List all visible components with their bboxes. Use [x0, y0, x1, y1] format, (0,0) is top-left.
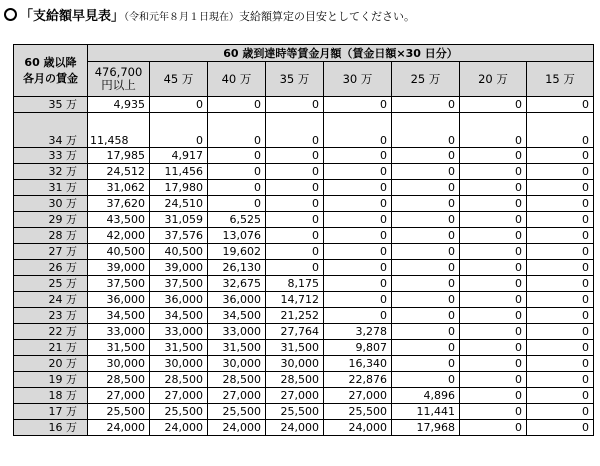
table-cell: 27,000 — [208, 388, 266, 404]
table-cell: 27,000 — [150, 388, 208, 404]
row-header-label-line1: 60 歳以降 — [24, 55, 77, 69]
table-cell: 0 — [527, 148, 594, 164]
table-cell: 22,876 — [324, 372, 392, 388]
table-cell: 0 — [266, 164, 324, 180]
table-cell: 42,000 — [88, 228, 150, 244]
circle-bullet-icon — [4, 8, 17, 21]
table-row — [14, 308, 594, 324]
row-header: 24 万 — [14, 292, 88, 308]
table-cell: 0 — [460, 148, 527, 164]
table-cell: 34,500 — [88, 308, 150, 324]
table-cell: 28,500 — [88, 372, 150, 388]
table-cell: 36,000 — [150, 292, 208, 308]
table-cell: 0 — [527, 340, 594, 356]
table-cell: 0 — [208, 148, 266, 164]
table-cell: 30,000 — [266, 356, 324, 372]
table-cell: 27,000 — [324, 388, 392, 404]
table-cell: 0 — [527, 113, 594, 148]
table-cell: 37,620 — [88, 196, 150, 212]
table-row — [14, 404, 594, 420]
table-cell: 37,500 — [150, 276, 208, 292]
table-cell: 0 — [392, 212, 460, 228]
table-cell: 16,340 — [324, 356, 392, 372]
table-cell: 0 — [392, 180, 460, 196]
table-cell: 0 — [324, 196, 392, 212]
table-cell: 0 — [392, 196, 460, 212]
table-cell: 17,968 — [392, 420, 460, 436]
table-cell: 11,456 — [150, 164, 208, 180]
table-cell: 0 — [460, 356, 527, 372]
row-header: 33 万 — [14, 148, 88, 164]
table-cell: 0 — [527, 164, 594, 180]
row-header-label-line2: 各月の賃金 — [23, 71, 78, 85]
table-cell: 27,000 — [266, 388, 324, 404]
table-cell: 32,675 — [208, 276, 266, 292]
table-cell: 0 — [460, 276, 527, 292]
table-row — [14, 372, 594, 388]
table-cell: 0 — [460, 196, 527, 212]
column-header: 25 万 — [392, 62, 460, 97]
table-cell: 0 — [527, 356, 594, 372]
table-cell: 13,076 — [208, 228, 266, 244]
table-cell: 0 — [324, 308, 392, 324]
table-cell: 0 — [150, 97, 208, 113]
row-header: 35 万 — [14, 97, 88, 113]
table-cell: 0 — [324, 276, 392, 292]
row-header-label — [14, 45, 88, 97]
table-cell: 27,000 — [88, 388, 150, 404]
table-cell: 0 — [266, 97, 324, 113]
column-header: 35 万 — [266, 62, 324, 97]
table-cell: 0 — [527, 260, 594, 276]
table-cell: 0 — [460, 97, 527, 113]
table-cell: 36,000 — [88, 292, 150, 308]
table-cell: 0 — [460, 372, 527, 388]
table-cell: 0 — [392, 260, 460, 276]
table-cell: 3,278 — [324, 324, 392, 340]
table-row — [14, 196, 594, 212]
table-cell: 28,500 — [150, 372, 208, 388]
table-cell: 0 — [460, 420, 527, 436]
table-cell: 24,000 — [208, 420, 266, 436]
table-row — [14, 420, 594, 436]
table-cell: 0 — [150, 113, 208, 148]
table-cell: 19,602 — [208, 244, 266, 260]
row-header: 18 万 — [14, 388, 88, 404]
table-row — [14, 228, 594, 244]
table-cell: 0 — [324, 292, 392, 308]
table-cell: 0 — [527, 372, 594, 388]
table-cell: 39,000 — [150, 260, 208, 276]
table-cell: 24,000 — [266, 420, 324, 436]
table-cell: 4,917 — [150, 148, 208, 164]
row-header: 27 万 — [14, 244, 88, 260]
table-cell: 36,000 — [208, 292, 266, 308]
table-cell: 30,000 — [88, 356, 150, 372]
table-cell: 9,807 — [324, 340, 392, 356]
table-row — [14, 148, 594, 164]
table-cell: 17,980 — [150, 180, 208, 196]
column-header: 20 万 — [460, 62, 527, 97]
table-cell: 0 — [392, 356, 460, 372]
row-header: 22 万 — [14, 324, 88, 340]
table-cell: 11,458 — [88, 113, 150, 148]
column-group-header: 60 歳到達時等賃金月額（賃金日額×30 日分） — [88, 45, 594, 62]
table-cell: 0 — [460, 228, 527, 244]
table-row — [14, 97, 594, 113]
page-description: 支給額算定の目安としてください。 — [239, 10, 416, 23]
table-row — [14, 292, 594, 308]
table-cell: 33,000 — [208, 324, 266, 340]
table-cell: 28,500 — [266, 372, 324, 388]
table-cell: 0 — [527, 308, 594, 324]
table-cell: 0 — [527, 276, 594, 292]
table-cell: 0 — [324, 260, 392, 276]
table-cell: 0 — [208, 97, 266, 113]
table-cell: 24,000 — [88, 420, 150, 436]
table-cell: 0 — [266, 113, 324, 148]
column-header: 15 万 — [527, 62, 594, 97]
table-cell: 43,500 — [88, 212, 150, 228]
row-header: 29 万 — [14, 212, 88, 228]
table-cell: 0 — [527, 196, 594, 212]
table-cell: 0 — [527, 212, 594, 228]
table-cell: 39,000 — [88, 260, 150, 276]
row-header: 23 万 — [14, 308, 88, 324]
table-cell: 0 — [324, 180, 392, 196]
table-cell: 31,500 — [150, 340, 208, 356]
row-header: 25 万 — [14, 276, 88, 292]
row-header: 30 万 — [14, 196, 88, 212]
row-header: 17 万 — [14, 404, 88, 420]
table-cell: 0 — [266, 228, 324, 244]
table-cell: 31,500 — [266, 340, 324, 356]
table-cell: 0 — [392, 292, 460, 308]
table-cell: 31,500 — [88, 340, 150, 356]
benefit-quick-reference-table — [13, 44, 594, 436]
table-cell: 0 — [392, 372, 460, 388]
table-cell: 0 — [208, 196, 266, 212]
page-heading — [4, 6, 596, 26]
table-cell: 24,000 — [150, 420, 208, 436]
table-cell: 34,500 — [150, 308, 208, 324]
table-cell: 0 — [392, 276, 460, 292]
row-header: 31 万 — [14, 180, 88, 196]
row-header: 28 万 — [14, 228, 88, 244]
table-cell: 0 — [460, 180, 527, 196]
table-row — [14, 212, 594, 228]
table-cell: 0 — [392, 164, 460, 180]
table-cell: 0 — [266, 244, 324, 260]
table-row — [14, 164, 594, 180]
table-cell: 0 — [324, 228, 392, 244]
table-cell: 0 — [460, 113, 527, 148]
table-cell: 24,510 — [150, 196, 208, 212]
table-cell: 31,059 — [150, 212, 208, 228]
table-row — [14, 340, 594, 356]
table-cell: 0 — [208, 180, 266, 196]
row-header: 32 万 — [14, 164, 88, 180]
table-cell: 31,062 — [88, 180, 150, 196]
table-cell: 37,576 — [150, 228, 208, 244]
table-cell: 0 — [392, 340, 460, 356]
table-cell: 0 — [324, 113, 392, 148]
table-cell: 30,000 — [208, 356, 266, 372]
table-cell: 25,500 — [324, 404, 392, 420]
table-cell: 0 — [460, 404, 527, 420]
table-cell: 40,500 — [150, 244, 208, 260]
table-cell: 21,252 — [266, 308, 324, 324]
table-cell: 0 — [460, 212, 527, 228]
table-cell: 0 — [527, 388, 594, 404]
column-header: 45 万 — [150, 62, 208, 97]
table-cell: 0 — [527, 228, 594, 244]
table-cell: 40,500 — [88, 244, 150, 260]
table-row — [14, 388, 594, 404]
row-header: 19 万 — [14, 372, 88, 388]
table-cell: 30,000 — [150, 356, 208, 372]
table-row — [14, 113, 594, 148]
table-cell: 0 — [392, 113, 460, 148]
table-cell: 0 — [527, 420, 594, 436]
table-cell: 6,525 — [208, 212, 266, 228]
table-cell: 0 — [266, 260, 324, 276]
table-row — [14, 356, 594, 372]
table-row — [14, 180, 594, 196]
table-cell: 8,175 — [266, 276, 324, 292]
table-cell: 0 — [324, 148, 392, 164]
table-cell: 0 — [460, 244, 527, 260]
table-cell: 0 — [527, 292, 594, 308]
table-cell: 0 — [266, 196, 324, 212]
table-cell: 33,000 — [88, 324, 150, 340]
table-cell: 25,500 — [88, 404, 150, 420]
table-cell: 25,500 — [208, 404, 266, 420]
table-cell: 0 — [266, 212, 324, 228]
table-cell: 24,512 — [88, 164, 150, 180]
table-cell: 0 — [527, 404, 594, 420]
table-cell: 0 — [460, 292, 527, 308]
table-cell: 0 — [460, 260, 527, 276]
table-cell: 14,712 — [266, 292, 324, 308]
row-header: 34 万 — [14, 113, 88, 148]
table-cell: 0 — [460, 388, 527, 404]
table-cell: 31,500 — [208, 340, 266, 356]
table-cell: 25,500 — [266, 404, 324, 420]
table-cell: 0 — [460, 340, 527, 356]
table-cell: 0 — [460, 164, 527, 180]
table-cell: 0 — [392, 308, 460, 324]
row-header: 26 万 — [14, 260, 88, 276]
table-cell: 0 — [324, 97, 392, 113]
table-cell: 4,935 — [88, 97, 150, 113]
table-cell: 0 — [460, 324, 527, 340]
column-header: 40 万 — [208, 62, 266, 97]
table-cell: 0 — [208, 113, 266, 148]
row-header: 21 万 — [14, 340, 88, 356]
row-header: 20 万 — [14, 356, 88, 372]
table-cell: 33,000 — [150, 324, 208, 340]
column-header: 476,700 円以上 — [88, 62, 150, 97]
page-title: 「支給額早見表」 — [20, 9, 125, 24]
table-cell: 0 — [527, 244, 594, 260]
table-row — [14, 260, 594, 276]
table-cell: 0 — [460, 308, 527, 324]
table-cell: 0 — [392, 148, 460, 164]
table-row — [14, 244, 594, 260]
date-note: （令和元年８月１日現在） — [124, 12, 240, 23]
table-cell: 0 — [266, 180, 324, 196]
table-cell: 24,000 — [324, 420, 392, 436]
table-cell: 0 — [392, 97, 460, 113]
table-cell: 0 — [392, 324, 460, 340]
table-cell: 0 — [324, 164, 392, 180]
table-cell: 0 — [324, 244, 392, 260]
table-cell: 0 — [392, 244, 460, 260]
table-cell: 34,500 — [208, 308, 266, 324]
table-cell: 28,500 — [208, 372, 266, 388]
table-cell: 0 — [324, 212, 392, 228]
table-row — [14, 276, 594, 292]
table-cell: 25,500 — [150, 404, 208, 420]
table-cell: 27,764 — [266, 324, 324, 340]
column-header: 30 万 — [324, 62, 392, 97]
table-cell: 0 — [527, 180, 594, 196]
row-header: 16 万 — [14, 420, 88, 436]
table-cell: 0 — [266, 148, 324, 164]
table-cell: 0 — [208, 164, 266, 180]
table-row — [14, 324, 594, 340]
table-cell: 17,985 — [88, 148, 150, 164]
table-cell: 0 — [392, 228, 460, 244]
table-cell: 4,896 — [392, 388, 460, 404]
table-cell: 26,130 — [208, 260, 266, 276]
table-cell: 0 — [527, 97, 594, 113]
table-cell: 0 — [527, 324, 594, 340]
table-cell: 11,441 — [392, 404, 460, 420]
table-cell: 37,500 — [88, 276, 150, 292]
